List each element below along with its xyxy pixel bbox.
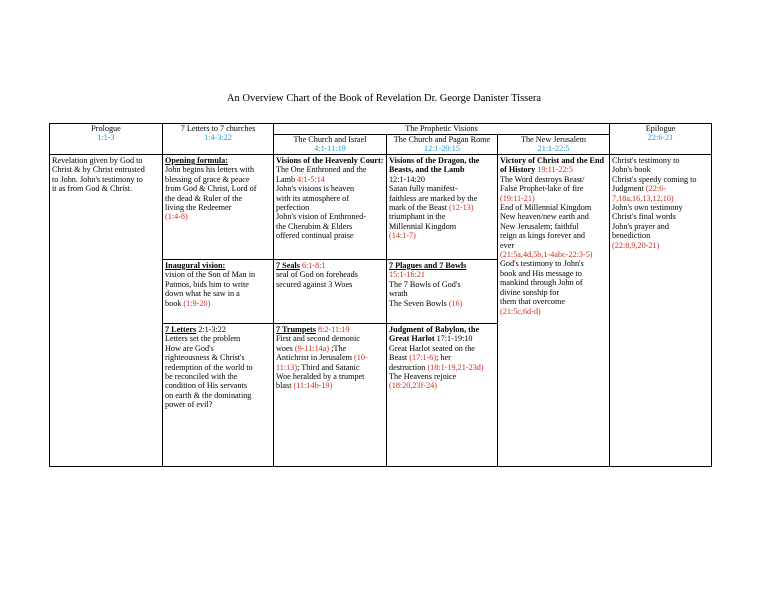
cell-line: Satan fully manifest- [389,184,458,194]
cell-line: living the Redeemer [165,203,232,213]
cell-text: destruction [389,362,428,372]
scripture-ref: (11:14b-19) [293,381,333,391]
cell-line: divine sonship for [500,287,560,297]
cell-line: John's vision of Enthroned- [276,212,366,222]
scripture-ref: (19:11-21) [500,193,535,203]
cell-line: benediction [612,231,651,241]
scripture-ref: 6:1-8:1 [301,261,326,270]
cell-line: them that overcome [500,297,566,307]
heavenly-court-heading: Visions of the Heavenly Court: [276,156,384,165]
cell-line: wrath [389,289,408,299]
dragon-visions-heading: Visions of the Dragon, the Beasts, and the Lamb [389,156,480,175]
cell-text: blast [276,381,294,391]
cell-line: ever [500,240,515,250]
cell-text: ; her [436,353,451,363]
cell-line: New heaven/new earth and [500,212,589,222]
cell-line: John's book [612,165,651,175]
trumpets-heading: 7 Trumpets [276,325,316,334]
cell-line: down what he saw in a [165,289,240,299]
cell-line: power of evil? [165,400,213,410]
cell-line: Great Harlot seated on the [389,343,475,353]
prologue-line: Christ & by Christ entrusted [52,165,145,175]
cell-line: New Jerusalem; faithful [500,221,579,231]
heavenly-court-cell [274,155,387,260]
scripture-ref: 2:1-3:22 [198,325,226,334]
prologue-line: it as from God & Christ. [52,184,133,194]
babylon-heading: Judgment of Babylon, the Great Harlot [389,325,480,344]
scripture-ref: 4:1-5:14 [297,174,325,184]
church-israel-label: The Church and Israel [293,135,367,144]
cell-line: The Seven Bowls [389,298,447,308]
scripture-ref: 17:1-19:10 [436,334,473,344]
scripture-ref: (17:1-6) [409,353,437,363]
cell-line: Christ's final words [612,212,676,222]
prologue-header [50,124,163,155]
cell-text: Beast [389,353,410,363]
epilogue-header [610,124,712,155]
cell-line: Christ's testimony to [612,156,680,165]
scripture-ref: (18:1-19,21-23d) [427,362,484,372]
prologue-line: to John. John's testimony to [52,174,143,184]
letters-header [163,124,274,155]
cell-text: woes [276,343,295,353]
scripture-ref: (22:6-7,18a,16,13,12,10) [612,184,674,203]
seven-seals-cell [274,260,387,324]
cell-line: the dead & Ruler of the [165,193,243,203]
plagues-heading: 7 Plagues and 7 Bowls [389,261,467,270]
cell-line: on earth & the dominating [165,390,252,400]
scripture-ref: (1:9-20) [183,298,211,308]
cell-line: offered continual praise [276,231,354,241]
cell-line: perfection [276,203,310,213]
cell-line: vision of the Son of Man in [165,270,256,280]
cell-line: How are God's [165,343,214,353]
cell-line: mankind through John of [500,278,583,288]
cell-line: blessing of grace & peace [165,174,250,184]
cell-line: Patmos, bids him to write [165,279,249,289]
seals-heading: 7 Seals [276,261,300,270]
babylon-judgment-cell [387,324,498,467]
church-israel-header [274,135,387,155]
church-israel-ref: 4:1-11:19 [314,144,346,153]
cell-line: triumphant in the [389,212,446,222]
letters-label: 7 Letters to 7 churches [180,124,256,133]
cell-line: God's testimony to John's [500,259,584,269]
cell-line: reign as kings forever and [500,231,586,241]
cell-line: from God & Christ, Lord of [165,184,257,194]
overview-chart-table [49,123,712,467]
letters-ref: 1:4-3:22 [204,133,232,142]
prologue-cell [50,155,163,467]
inaugural-vision-heading: Inaugural vision: [165,261,226,270]
cell-line: seal of God on foreheads [276,270,358,280]
opening-formula-heading: Opening formula: [165,156,229,165]
epilogue-ref: 22:6-21 [647,133,674,142]
scripture-ref: (21:5c,6d-d) [500,306,541,316]
cell-line: John's prayer and [612,221,669,231]
scripture-ref: 12:1-14:20 [389,174,425,184]
new-jerusalem-label: The New Jerusalem [521,135,587,144]
cell-line: redemption of the world to [165,362,253,372]
opening-formula-cell [163,155,274,260]
scripture-ref: 8:2-11:19 [318,325,350,334]
church-rome-ref: 12:1-20:15 [424,144,460,153]
cell-line: Letters set the problem [165,334,241,344]
scripture-ref: (9-11:14a) [294,343,330,353]
cell-text: ; Third and Satanic [297,362,360,372]
seven-letters-cell [163,324,274,467]
cell-line: The 7 Bowls of God's [389,279,461,289]
cell-line: mark of the Beast [389,203,447,213]
cell-line: book [165,298,182,308]
cell-line: John's own testimony [612,203,683,213]
scripture-ref: (1:4-8) [165,212,188,222]
cell-text: The One Enthroned and the Lamb [276,165,367,184]
prophetic-visions-header: The Prophetic Visions [274,124,610,135]
scripture-ref: (21:5a,4d,5b,1-4abc-22:3-5) [500,250,593,260]
inaugural-vision-cell [163,260,274,324]
cell-line: Woe heralded by a trumpet [276,372,365,382]
prologue-ref: 1:1-3 [97,133,115,142]
cell-line: secured against 3 Woes [276,279,353,289]
scripture-ref: (16) [448,298,463,308]
cell-line: End of Millennial Kingdom [500,203,592,213]
cell-line: with its atmosphere of [276,193,349,203]
seven-trumpets-cell [274,324,387,467]
cell-line: John's visions is heaven [276,184,355,194]
prologue-label: Prologue [91,124,121,133]
cell-line: righteousness & Christ's [165,353,245,363]
cell-line: First and second demonic [276,334,360,344]
victory-heading: Victory of Christ and the End of History [500,156,605,175]
cell-line: condition of His servants [165,381,248,391]
cell-line: Millennial Kingdom [389,221,457,231]
scripture-ref: (14:1-7) [389,231,416,241]
cell-text: ;The [329,343,347,353]
new-jerusalem-ref: 21:1-22:5 [537,144,570,153]
cell-line: Judgment [612,184,644,194]
scripture-ref: (12-13) [449,203,474,213]
dragon-visions-cell [387,155,498,260]
scripture-ref: 19:11-22:5 [537,165,573,175]
page-title: An Overview Chart of the Book of Revelation Dr. George Danister Tissera [226,93,542,104]
epilogue-label: Epilogue [645,124,676,133]
epilogue-cell [610,155,712,467]
plagues-bowls-cell [387,260,498,324]
cell-line: Christ's speedy coming to [612,174,697,184]
cell-line: book and His message to [500,268,582,278]
cell-line: The Heavens rejoice [389,372,457,382]
scripture-ref: (10-11:13) [276,353,368,372]
cell-line: John begins his letters with [165,165,255,175]
cell-line: be reconciled with the [165,372,238,382]
scripture-ref: (22:8,9,20-21) [612,240,660,250]
church-rome-header [387,135,498,155]
cell-line: False Prophet-lake of fire [500,184,584,194]
prologue-line: Revelation given by God to [52,156,143,165]
church-rome-label: The Church and Pagan Rome [393,135,491,144]
cell-text: Antichrist in Jerusalem [276,353,354,363]
letters-heading: 7 Letters [165,325,197,334]
cell-line: the Cherubim & Elders [276,221,353,231]
scripture-ref: (18:20,23f-24) [389,381,437,391]
cell-line: faithless are marked by the [389,193,478,203]
cell-line: The Word destroys Beast/ [500,174,585,184]
victory-of-christ-cell [498,155,610,467]
scripture-ref: 15:1-16:21 [389,270,425,280]
new-jerusalem-header [498,135,610,155]
